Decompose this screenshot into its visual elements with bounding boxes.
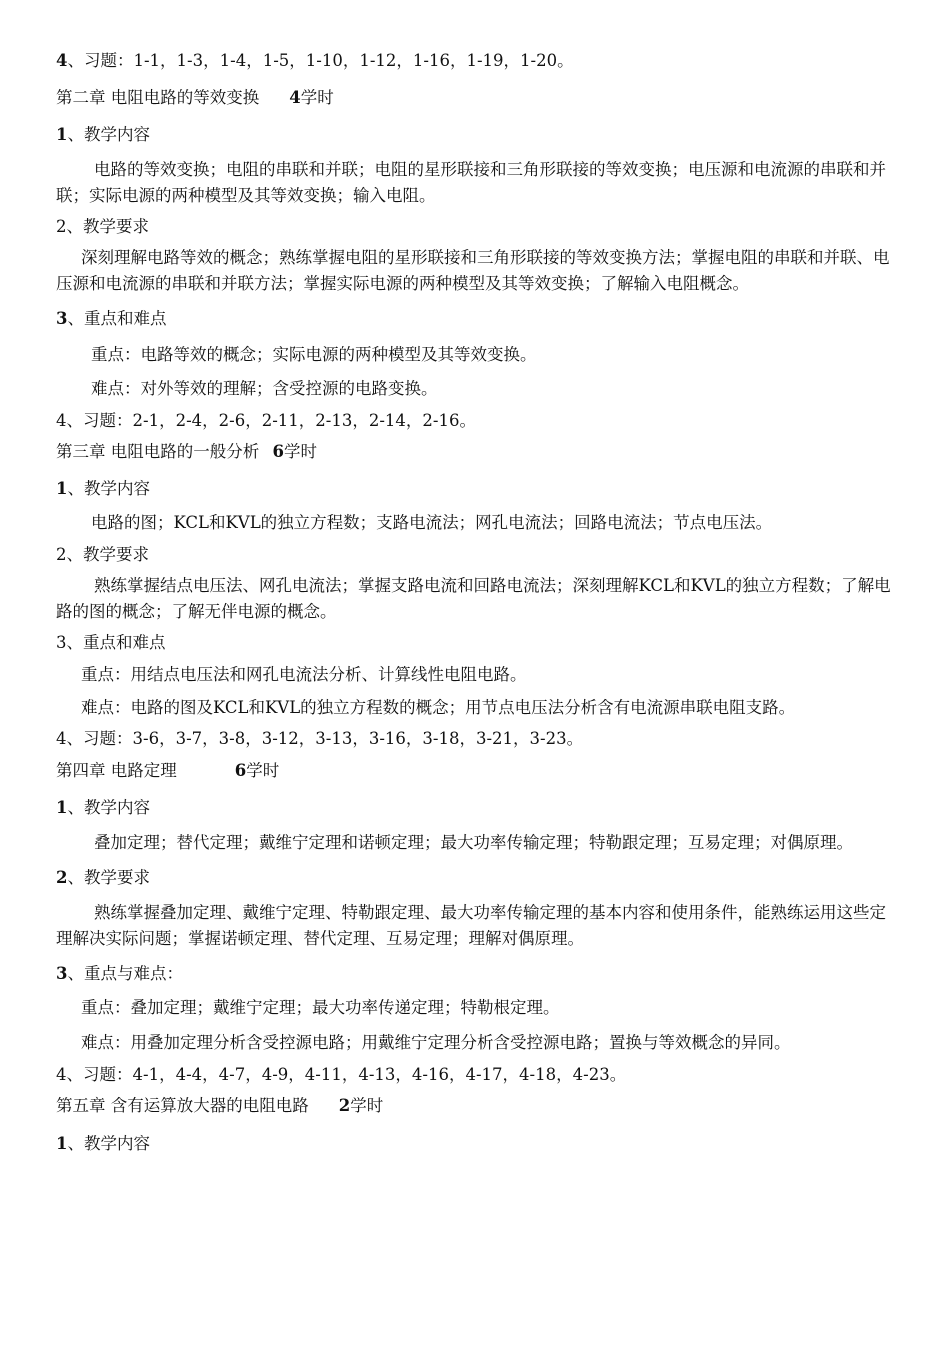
ch3-hours-unit: 学时 <box>283 442 317 461</box>
ch4-hours-num: 6 <box>234 761 247 780</box>
ch3-title: 第三章 电阻电路的一般分析 <box>56 442 265 461</box>
ch2-hours-num: 4 <box>289 88 301 107</box>
ch4-section2-text: 熟练掌握叠加定理、戴维宁定理、特勒跟定理、最大功率传输定理的基本内容和使用条件，能熟练运用这些定理解决实际问题；掌握诺顿定理、替代定理、互易定理；理解对偶原理。 <box>56 903 886 948</box>
ch2-section3-num: 3 <box>56 309 68 328</box>
ch2-title: 第二章 电阻电路的等效变换 <box>56 88 260 107</box>
ch4-difficult-points: 难点：用叠加定理分析含受控源电路；用戴维宁定理分析含受控源电路；置换与等效概念的异同。 <box>81 1033 791 1052</box>
ch2-section1-text: 电路的等效变换；电阻的串联和并联；电阻的星形联接和三角形联接的等效变换；电压源和电流源的串联和并联；实际电源的两种模型及其等效变换；输入电阻。 <box>56 160 886 205</box>
ch2-section1-label: 、教学内容 <box>67 125 150 144</box>
ch2-difficult-points: 难点：对外等效的理解；含受控源的电路变换。 <box>91 379 438 398</box>
ch2-exercises: 4、习题：2-1，2-4，2-6，2-11，2-13，2-14，2-16。 <box>56 411 476 430</box>
ch3-section2-heading: 2、教学要求 <box>56 545 149 564</box>
ch2-section2-heading: 2、教学要求 <box>56 217 149 236</box>
ch4-section2-heading <box>56 866 891 890</box>
ch1-exercises-text: 、习题：1-1，1-3，1-4，1-5，1-10，1-12，1-16，1-19，1-20。 <box>67 51 574 70</box>
ch2-heading <box>56 86 891 110</box>
ch4-section3-label: 、重点与难点： <box>67 964 183 983</box>
ch3-difficult-points: 难点：电路的图及KCL和KVL的独立方程数的概念；用节点电压法分析含有电流源串联电阻支路。 <box>81 698 796 717</box>
ch2-section1-heading <box>56 123 891 147</box>
ch3-exercises: 4、习题：3-6，3-7，3-8，3-12，3-13，3-16，3-18，3-21，3-23。 <box>56 729 584 748</box>
ch4-title: 第四章 电路定理 <box>56 761 177 780</box>
ch5-section1-num: 1 <box>56 1134 68 1153</box>
ch4-section2-label: 、教学要求 <box>67 868 150 887</box>
ch3-key-points: 重点：用结点电压法和网孔电流法分析、计算线性电阻电路。 <box>81 665 527 684</box>
ch2-section3-heading <box>56 307 891 331</box>
ch4-section1-heading <box>56 796 891 820</box>
ch4-section1-label: 、教学内容 <box>67 798 150 817</box>
ch3-section1-label: 、教学内容 <box>67 479 150 498</box>
ch3-section2-text: 熟练掌握结点电压法、网孔电流法；掌握支路电流和回路电流法；深刻理解KCL和KVL的独立方程数；了解电路的图的概念；了解无伴电源的概念。 <box>56 576 891 621</box>
ch5-section1-heading <box>56 1132 891 1156</box>
ch5-section1-label: 、教学内容 <box>67 1134 150 1153</box>
ch1-exercises <box>56 49 891 73</box>
ch3-section1-heading <box>56 477 891 501</box>
ch5-title: 第五章 含有运算放大器的电阻电路 <box>56 1096 309 1115</box>
ch4-section1-num: 1 <box>56 798 68 817</box>
ch4-section1-text: 叠加定理；替代定理；戴维宁定理和诺顿定理；最大功率传输定理；特勒跟定理；互易定理；对偶原理。 <box>94 833 853 852</box>
ch3-section1-text: 电路的图；KCL和KVL的独立方程数；支路电流法；网孔电流法；回路电流法；节点电压法。 <box>91 513 773 532</box>
ch3-section3-heading: 3、重点和难点 <box>56 633 166 652</box>
ch5-hours-num: 2 <box>338 1096 351 1115</box>
ch4-hours-unit: 学时 <box>246 761 280 780</box>
ch4-section3-num: 3 <box>56 964 68 983</box>
ch5-hours-unit: 学时 <box>350 1096 384 1115</box>
ch5-heading <box>56 1094 891 1118</box>
ch4-exercises: 4、习题：4-1，4-4，4-7，4-9，4-11，4-13，4-16，4-17，4-18，4-23。 <box>56 1065 627 1084</box>
ch2-section1-num: 1 <box>56 125 68 144</box>
ch1-exercises-num: 4 <box>56 51 68 70</box>
ch2-section3-label: 、重点和难点 <box>67 309 167 328</box>
ch4-heading <box>56 759 891 783</box>
ch4-section3-heading <box>56 962 891 986</box>
ch3-heading <box>56 440 891 464</box>
ch4-section2-num: 2 <box>56 868 68 887</box>
ch2-key-points: 重点：电路等效的概念；实际电源的两种模型及其等效变换。 <box>91 345 537 364</box>
ch3-section1-num: 1 <box>56 479 68 498</box>
ch3-hours-num: 6 <box>272 442 284 461</box>
ch4-key-points: 重点：叠加定理；戴维宁定理；最大功率传递定理；特勒根定理。 <box>81 998 560 1017</box>
ch2-hours-unit: 学时 <box>300 88 334 107</box>
ch2-section2-text: 深刻理解电路等效的概念；熟练掌握电阻的星形联接和三角形联接的等效变换方法；掌握电阻的串联和并联、电压源和电流源的串联和并联方法；掌握实际电源的两种模型及其等效变换；了解输入电阻概念。 <box>56 248 890 293</box>
